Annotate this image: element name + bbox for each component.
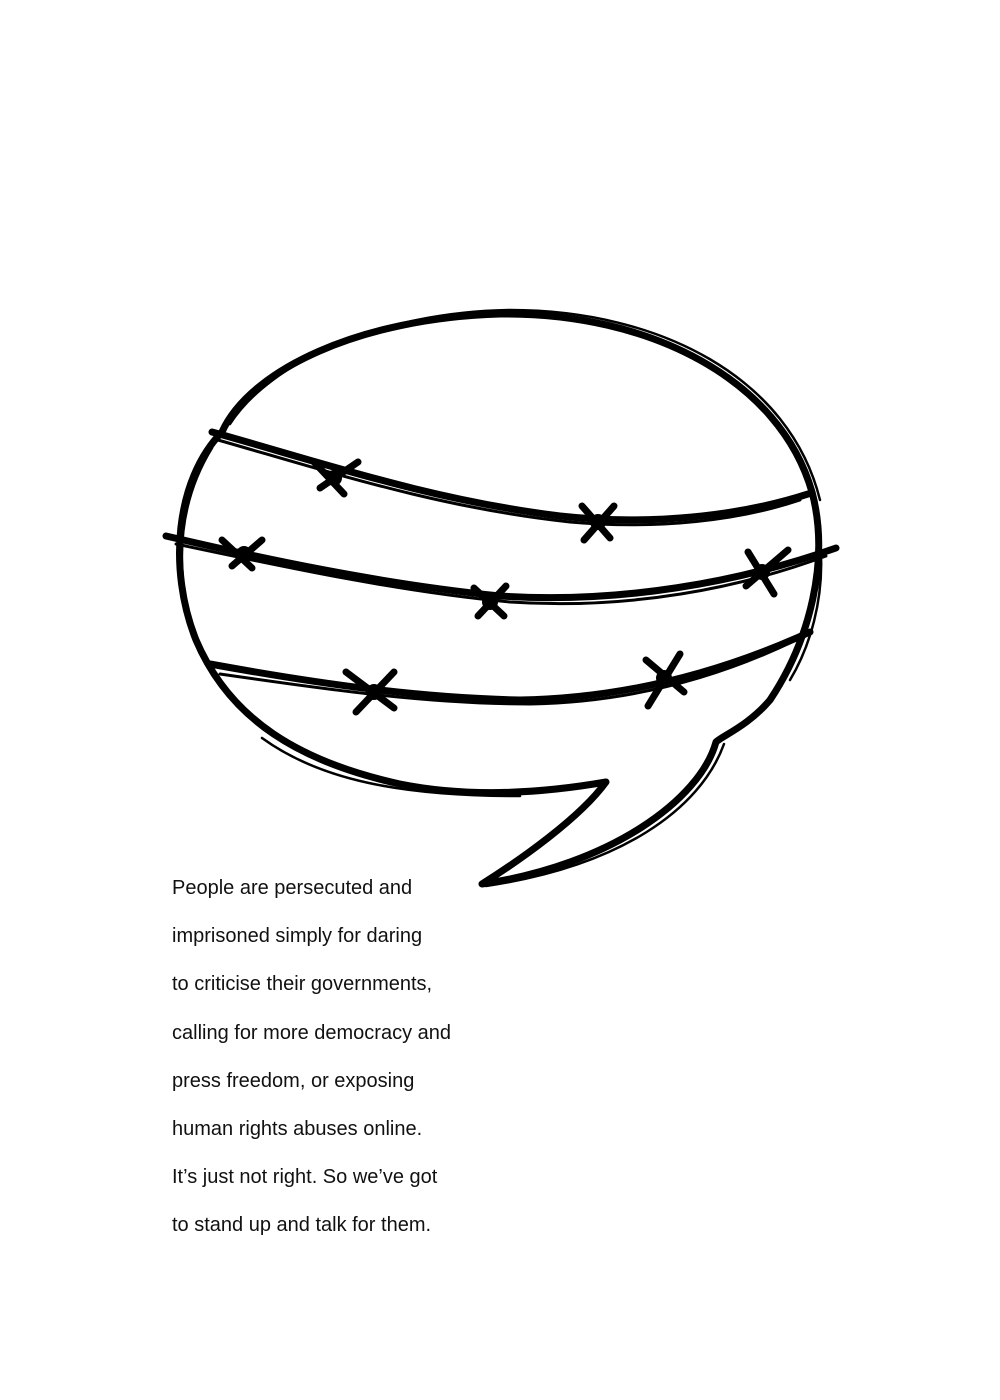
body-text xyxy=(172,870,592,1256)
body-text-line: human rights abuses online. xyxy=(172,1117,423,1140)
body-text-line: It’s just not right. So we’ve got xyxy=(172,1166,438,1189)
barbed-wire xyxy=(166,432,836,712)
body-text-line: imprisoned simply for daring xyxy=(172,925,423,948)
body-text-line: People are persecuted and xyxy=(172,877,413,899)
body-text-line: to criticise their governments, xyxy=(172,973,433,996)
body-text-line: to stand up and talk for them. xyxy=(172,1214,432,1237)
body-text-line: press freedom, or exposing xyxy=(172,1069,415,1092)
body-text-line: calling for more democracy and xyxy=(172,1021,452,1044)
